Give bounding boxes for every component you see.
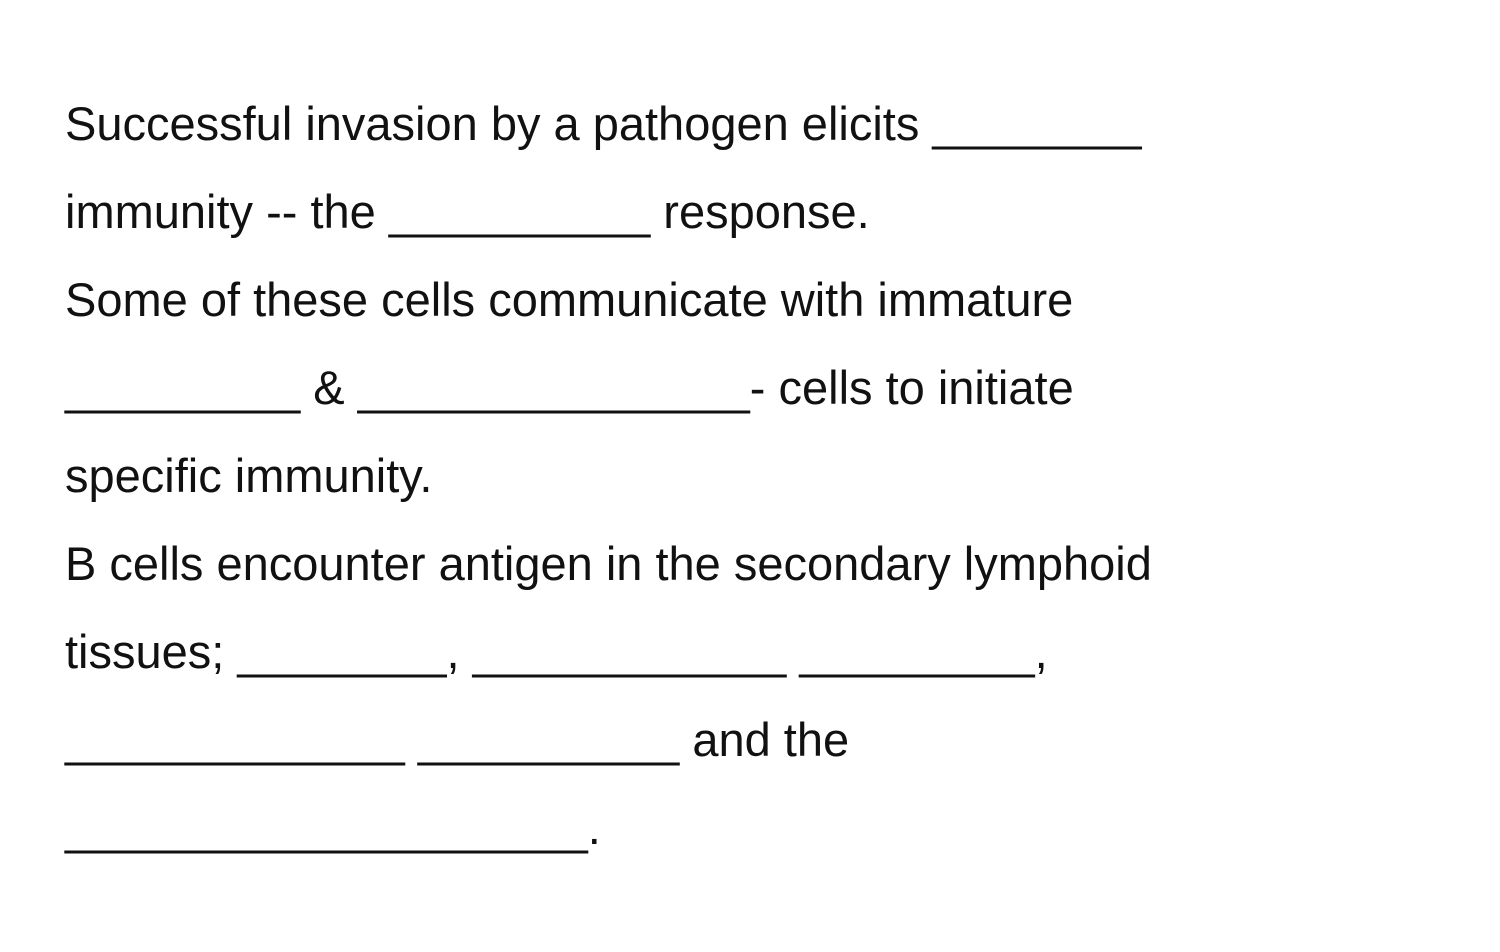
text-line: immunity -- the __________ response. xyxy=(65,185,870,238)
text-line: specific immunity. xyxy=(65,449,433,502)
text-line: Some of these cells communicate with immature xyxy=(65,273,1074,326)
text-line: ____________________. xyxy=(65,801,601,854)
text-line: B cells encounter antigen in the secondary lymphoid xyxy=(65,537,1152,590)
question-text xyxy=(65,80,1465,872)
text-line: Successful invasion by a pathogen elicits ________ xyxy=(65,97,1142,150)
text-line: tissues; ________, ____________ _________, xyxy=(65,625,1048,678)
text-line: _________ & _______________- cells to initiate xyxy=(65,361,1074,414)
text-line: _____________ __________ and the xyxy=(65,713,850,766)
